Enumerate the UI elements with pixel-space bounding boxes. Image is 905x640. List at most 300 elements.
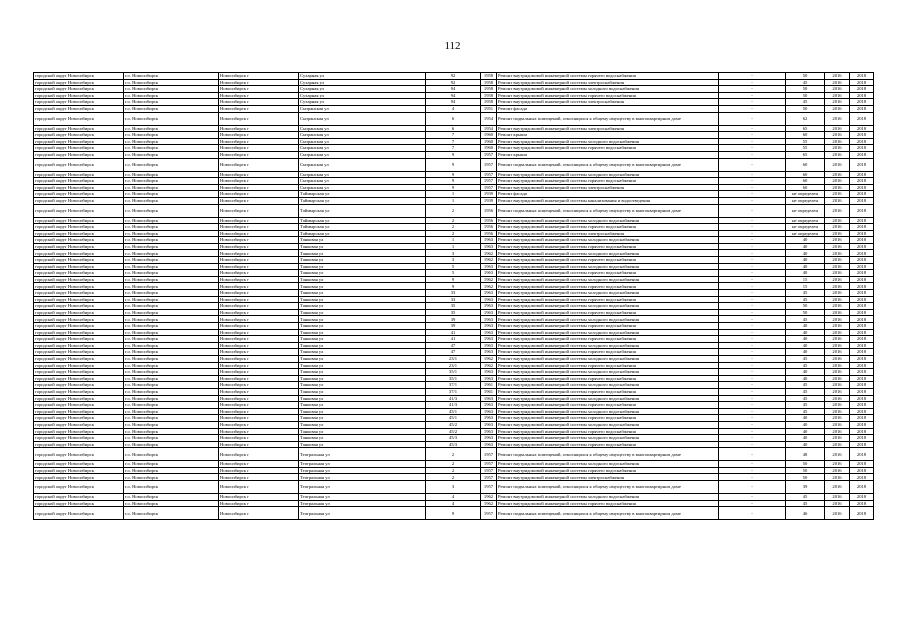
work-type-cell: Ремонт внутридомовой инженерной системы электроснабжения [497,230,719,237]
start-year-cell: 2016 [825,388,850,395]
locality-cell: Новосибирск г [219,217,299,224]
table-row [34,290,874,297]
locality-cell: Новосибирск г [219,138,299,145]
settlement-cell: г.о. Новосибирск [124,402,219,409]
house-number-cell: 7 [426,138,481,145]
work-type-cell: Ремонт внутридомовой инженерной системы горячего водоснабжения [497,441,719,448]
settlement-cell: г.о. Новосибирск [124,329,219,336]
end-year-cell: 2018 [850,237,874,244]
dash-cell: - [719,395,786,402]
dash-cell: - [719,474,786,481]
year-built-cell: 1963 [481,290,497,297]
dash-cell: - [719,276,786,283]
locality-cell: Новосибирск г [219,408,299,415]
dash-cell: - [719,461,786,468]
table-row [34,257,874,264]
dash-cell: - [719,257,786,264]
year-built-cell: 1963 [481,402,497,409]
end-year-cell: 2018 [850,178,874,185]
municipal-district-cell: городской округ Новосибирск [34,467,124,474]
end-year-cell: 2018 [850,197,874,204]
dash-cell: - [719,362,786,369]
start-year-cell: 2016 [825,329,850,336]
municipal-district-cell: городской округ Новосибирск [34,474,124,481]
year-built-cell: 1958 [481,99,497,106]
start-year-cell: 2016 [825,382,850,389]
start-year-cell: 2016 [825,191,850,198]
municipal-district-cell: городской округ Новосибирск [34,388,124,395]
table-row [34,408,874,415]
municipal-district-cell: городской округ Новосибирск [34,408,124,415]
municipal-district-cell: городской округ Новосибирск [34,290,124,297]
house-number-cell: 2 [426,224,481,231]
value-cell: 50 [786,92,825,99]
work-type-cell: Ремонт подвальных помещений, относящихся к общему имуществу в многоквартирном доме [497,481,719,494]
value-cell: 40 [786,421,825,428]
house-number-cell: 1 [426,237,481,244]
house-number-cell: 47 [426,342,481,349]
municipal-district-cell: городской округ Новосибирск [34,309,124,316]
value-cell: 40 [786,243,825,250]
locality-cell: Новосибирск г [219,184,299,191]
year-built-cell: 1962 [481,283,497,290]
value-cell: 39 [786,481,825,494]
start-year-cell: 2016 [825,355,850,362]
year-built-cell: 1954 [481,112,497,125]
work-type-cell: Ремонт внутридомовой инженерной системы холодного водоснабжения [497,421,719,428]
end-year-cell: 2018 [850,481,874,494]
work-type-cell: Ремонт внутридомовой инженерной системы горячего водоснабжения [497,415,719,422]
start-year-cell: 2016 [825,145,850,152]
table-row [34,184,874,191]
table-row [34,283,874,290]
end-year-cell: 2018 [850,355,874,362]
street-cell: Таймырская ул [299,224,426,231]
value-cell: 50 [786,73,825,80]
settlement-cell: г.о. Новосибирск [124,276,219,283]
year-built-cell: 1963 [481,323,497,330]
start-year-cell: 2016 [825,171,850,178]
table-row [34,375,874,382]
year-built-cell: 1956 [481,224,497,231]
work-type-cell: Ремонт внутридомовой инженерной системы холодного водоснабжения [497,276,719,283]
dash-cell: - [719,263,786,270]
municipal-district-cell: городской округ Новосибирск [34,303,124,310]
value-cell: 15 [786,283,825,290]
year-built-cell: 1957 [481,158,497,171]
house-number-cell: 9 [426,178,481,185]
house-number-cell: 23/1 [426,355,481,362]
work-type-cell: Ремонт внутридомовой инженерной системы холодного водоснабжения [497,395,719,402]
year-built-cell: 1957 [481,184,497,191]
value-cell: 40 [786,435,825,442]
locality-cell: Новосибирск г [219,145,299,152]
value-cell: 45 [786,99,825,106]
value-cell: 48 [786,448,825,461]
locality-cell: Новосибирск г [219,191,299,198]
dash-cell: - [719,237,786,244]
street-cell: Танковая ул [299,441,426,448]
settlement-cell: г.о. Новосибирск [124,349,219,356]
locality-cell: Новосибирск г [219,355,299,362]
value-cell: 45 [786,395,825,402]
start-year-cell: 2016 [825,151,850,158]
settlement-cell: г.о. Новосибирск [124,303,219,310]
start-year-cell: 2016 [825,250,850,257]
dash-cell: - [719,441,786,448]
settlement-cell: г.о. Новосибирск [124,408,219,415]
table-row [34,276,874,283]
end-year-cell: 2018 [850,467,874,474]
settlement-cell: г.о. Новосибирск [124,290,219,297]
end-year-cell: 2018 [850,309,874,316]
start-year-cell: 2016 [825,303,850,310]
end-year-cell: 2018 [850,158,874,171]
settlement-cell: г.о. Новосибирск [124,435,219,442]
dash-cell: - [719,428,786,435]
locality-cell: Новосибирск г [219,461,299,468]
locality-cell: Новосибирск г [219,171,299,178]
table-row [34,421,874,428]
locality-cell: Новосибирск г [219,323,299,330]
street-cell: Танковая ул [299,316,426,323]
street-cell: Сызранская ул [299,132,426,139]
municipal-district-cell: городской округ Новосибирск [34,158,124,171]
year-built-cell: 1958 [481,79,497,86]
street-cell: Таймырская ул [299,197,426,204]
municipal-district-cell: городской округ Новосибирск [34,323,124,330]
year-built-cell: 1962 [481,494,497,501]
house-number-cell: 92 [426,73,481,80]
start-year-cell: 2016 [825,342,850,349]
house-number-cell: 7 [426,132,481,139]
table-row [34,197,874,204]
municipal-district-cell: городской округ Новосибирск [34,197,124,204]
street-cell: Танковая ул [299,290,426,297]
house-number-cell: 37/1 [426,382,481,389]
settlement-cell: г.о. Новосибирск [124,316,219,323]
table-body [34,73,874,520]
municipal-district-cell: городской округ Новосибирск [34,395,124,402]
table-row [34,224,874,231]
table-row [34,388,874,395]
end-year-cell: 2018 [850,276,874,283]
end-year-cell: 2018 [850,86,874,93]
value-cell: 45 [786,388,825,395]
repair-schedule-table-wrapper [33,72,873,520]
dash-cell: - [719,243,786,250]
work-type-cell: Ремонт внутридомовой инженерной системы холодного водоснабжения [497,86,719,93]
value-cell: 50 [786,105,825,112]
municipal-district-cell: городской округ Новосибирск [34,494,124,501]
settlement-cell: г.о. Новосибирск [124,421,219,428]
start-year-cell: 2016 [825,243,850,250]
end-year-cell: 2018 [850,138,874,145]
end-year-cell: 2018 [850,230,874,237]
end-year-cell: 2018 [850,151,874,158]
street-cell: Театральная ул [299,474,426,481]
start-year-cell: 2016 [825,237,850,244]
work-type-cell: Ремонт внутридомовой инженерной системы горячего водоснабжения [497,500,719,507]
end-year-cell: 2018 [850,270,874,277]
locality-cell: Новосибирск г [219,158,299,171]
year-built-cell: 1963 [481,349,497,356]
start-year-cell: 2016 [825,474,850,481]
locality-cell: Новосибирск г [219,421,299,428]
work-type-cell: Ремонт внутридомовой инженерной системы холодного водоснабжения [497,461,719,468]
start-year-cell: 2016 [825,296,850,303]
street-cell: Таймырская ул [299,204,426,217]
dash-cell: - [719,303,786,310]
start-year-cell: 2016 [825,467,850,474]
dash-cell: - [719,448,786,461]
table-row [34,402,874,409]
table-row [34,99,874,106]
end-year-cell: 2018 [850,79,874,86]
municipal-district-cell: городской округ Новосибирск [34,105,124,112]
value-cell: не определен [786,230,825,237]
start-year-cell: 2016 [825,270,850,277]
settlement-cell: г.о. Новосибирск [124,230,219,237]
year-built-cell: 1962 [481,355,497,362]
year-built-cell: 1963 [481,336,497,343]
dash-cell: - [719,309,786,316]
start-year-cell: 2016 [825,86,850,93]
start-year-cell: 2016 [825,276,850,283]
value-cell: 45 [786,316,825,323]
settlement-cell: г.о. Новосибирск [124,171,219,178]
dash-cell: - [719,151,786,158]
municipal-district-cell: городской округ Новосибирск [34,421,124,428]
municipal-district-cell: городской округ Новосибирск [34,448,124,461]
house-number-cell: 94 [426,92,481,99]
street-cell: Танковая ул [299,402,426,409]
settlement-cell: г.о. Новосибирск [124,467,219,474]
end-year-cell: 2018 [850,382,874,389]
settlement-cell: г.о. Новосибирск [124,145,219,152]
table-row [34,415,874,422]
value-cell: 60 [786,158,825,171]
work-type-cell: Ремонт внутридомовой инженерной системы холодного водоснабжения [497,237,719,244]
year-built-cell: 1957 [481,178,497,185]
settlement-cell: г.о. Новосибирск [124,355,219,362]
house-number-cell: 1 [426,191,481,198]
table-row [34,395,874,402]
year-built-cell: 1963 [481,303,497,310]
work-type-cell: Ремонт внутридомовой инженерной системы горячего водоснабжения [497,73,719,80]
settlement-cell: г.о. Новосибирск [124,79,219,86]
work-type-cell: Ремонт внутридомовой инженерной системы холодного водоснабжения [497,408,719,415]
street-cell: Танковая ул [299,329,426,336]
dash-cell: - [719,329,786,336]
municipal-district-cell: городской округ Новосибирск [34,224,124,231]
value-cell: 46 [786,507,825,520]
work-type-cell: Ремонт внутридомовой инженерной системы горячего водоснабжения [497,178,719,185]
settlement-cell: г.о. Новосибирск [124,441,219,448]
house-number-cell: 9 [426,184,481,191]
street-cell: Танковая ул [299,369,426,376]
start-year-cell: 2016 [825,336,850,343]
locality-cell: Новосибирск г [219,86,299,93]
settlement-cell: г.о. Новосибирск [124,191,219,198]
table-row [34,263,874,270]
table-row [34,178,874,185]
house-number-cell: 41 [426,329,481,336]
settlement-cell: г.о. Новосибирск [124,481,219,494]
start-year-cell: 2016 [825,99,850,106]
table-row [34,296,874,303]
work-type-cell: Ремонт фасада [497,105,719,112]
year-built-cell: 1957 [481,448,497,461]
settlement-cell: г.о. Новосибирск [124,243,219,250]
end-year-cell: 2018 [850,105,874,112]
table-row [34,448,874,461]
street-cell: Танковая ул [299,342,426,349]
municipal-district-cell: городской округ Новосибирск [34,191,124,198]
dash-cell: - [719,290,786,297]
street-cell: Театральная ул [299,494,426,501]
locality-cell: Новосибирск г [219,402,299,409]
value-cell: 60 [786,171,825,178]
work-type-cell: Ремонт крыши [497,132,719,139]
year-built-cell: 1939 [481,197,497,204]
house-number-cell: 37/1 [426,388,481,395]
work-type-cell: Ремонт внутридомовой инженерной системы холодного водоснабжения [497,435,719,442]
municipal-district-cell: городской округ Новосибирск [34,329,124,336]
house-number-cell: 33 [426,296,481,303]
settlement-cell: г.о. Новосибирск [124,99,219,106]
locality-cell: Новосибирск г [219,79,299,86]
house-number-cell: 9 [426,158,481,171]
value-cell: не определен [786,224,825,231]
locality-cell: Новосибирск г [219,197,299,204]
start-year-cell: 2016 [825,435,850,442]
street-cell: Театральная ул [299,461,426,468]
table-row [34,237,874,244]
street-cell: Сызранская ул [299,145,426,152]
work-type-cell: Ремонт внутридомовой инженерной системы электроснабжения [497,79,719,86]
work-type-cell: Ремонт внутридомовой инженерной системы холодного водоснабжения [497,303,719,310]
locality-cell: Новосибирск г [219,73,299,80]
end-year-cell: 2018 [850,362,874,369]
work-type-cell: Ремонт внутридомовой инженерной системы горячего водоснабжения [497,283,719,290]
year-built-cell: 1958 [481,92,497,99]
value-cell: не определен [786,204,825,217]
year-built-cell: 1963 [481,428,497,435]
work-type-cell: Ремонт внутридомовой инженерной системы горячего водоснабжения [497,349,719,356]
dash-cell: - [719,125,786,132]
year-built-cell: 1963 [481,237,497,244]
work-type-cell: Ремонт внутридомовой инженерной системы холодного водоснабжения [497,217,719,224]
municipal-district-cell: городской округ Новосибирск [34,382,124,389]
street-cell: Сызранская ул [299,171,426,178]
settlement-cell: г.о. Новосибирск [124,474,219,481]
dash-cell: - [719,500,786,507]
year-built-cell: 1956 [481,217,497,224]
table-row [34,349,874,356]
street-cell: Сухарная ул [299,79,426,86]
start-year-cell: 2016 [825,73,850,80]
end-year-cell: 2018 [850,375,874,382]
dash-cell: - [719,158,786,171]
street-cell: Танковая ул [299,421,426,428]
value-cell: 40 [786,369,825,376]
house-number-cell: 94 [426,99,481,106]
year-built-cell: 1957 [481,171,497,178]
table-row [34,73,874,80]
settlement-cell: г.о. Новосибирск [124,250,219,257]
work-type-cell: Ремонт внутридомовой инженерной системы электроснабжения [497,184,719,191]
municipal-district-cell: городской округ Новосибирск [34,79,124,86]
year-built-cell: 1963 [481,243,497,250]
dash-cell: - [719,467,786,474]
end-year-cell: 2018 [850,342,874,349]
start-year-cell: 2016 [825,204,850,217]
end-year-cell: 2018 [850,224,874,231]
locality-cell: Новосибирск г [219,237,299,244]
start-year-cell: 2016 [825,375,850,382]
end-year-cell: 2018 [850,369,874,376]
dash-cell: - [719,342,786,349]
settlement-cell: г.о. Новосибирск [124,270,219,277]
end-year-cell: 2018 [850,435,874,442]
locality-cell: Новосибирск г [219,125,299,132]
table-row [34,329,874,336]
house-number-cell: 7 [426,145,481,152]
street-cell: Сызранская ул [299,112,426,125]
house-number-cell: 39 [426,323,481,330]
value-cell: 40 [786,428,825,435]
value-cell: 45 [786,402,825,409]
year-built-cell: 1956 [481,230,497,237]
start-year-cell: 2016 [825,461,850,468]
year-built-cell: 1962 [481,257,497,264]
end-year-cell: 2018 [850,500,874,507]
year-built-cell: 1960 [481,145,497,152]
settlement-cell: г.о. Новосибирск [124,263,219,270]
end-year-cell: 2018 [850,250,874,257]
house-number-cell: 45/2 [426,421,481,428]
dash-cell: - [719,494,786,501]
dash-cell: - [719,323,786,330]
house-number-cell: 1 [426,197,481,204]
value-cell: 40 [786,342,825,349]
street-cell: Танковая ул [299,263,426,270]
street-cell: Театральная ул [299,507,426,520]
value-cell: 55 [786,138,825,145]
settlement-cell: г.о. Новосибирск [124,375,219,382]
municipal-district-cell: городской округ Новосибирск [34,217,124,224]
street-cell: Танковая ул [299,243,426,250]
year-built-cell: 1963 [481,263,497,270]
table-row [34,204,874,217]
street-cell: Танковая ул [299,395,426,402]
work-type-cell: Ремонт внутридомовой инженерной системы холодного водоснабжения [497,382,719,389]
year-built-cell: 1957 [481,507,497,520]
municipal-district-cell: городской округ Новосибирск [34,138,124,145]
municipal-district-cell: городской округ Новосибирск [34,369,124,376]
house-number-cell: 6 [426,125,481,132]
page-number: 112 [444,40,461,52]
end-year-cell: 2018 [850,290,874,297]
value-cell: 40 [786,415,825,422]
work-type-cell: Ремонт внутридомовой инженерной системы горячего водоснабжения [497,270,719,277]
start-year-cell: 2016 [825,481,850,494]
table-row [34,86,874,93]
year-built-cell: 1963 [481,395,497,402]
locality-cell: Новосибирск г [219,105,299,112]
table-row [34,507,874,520]
